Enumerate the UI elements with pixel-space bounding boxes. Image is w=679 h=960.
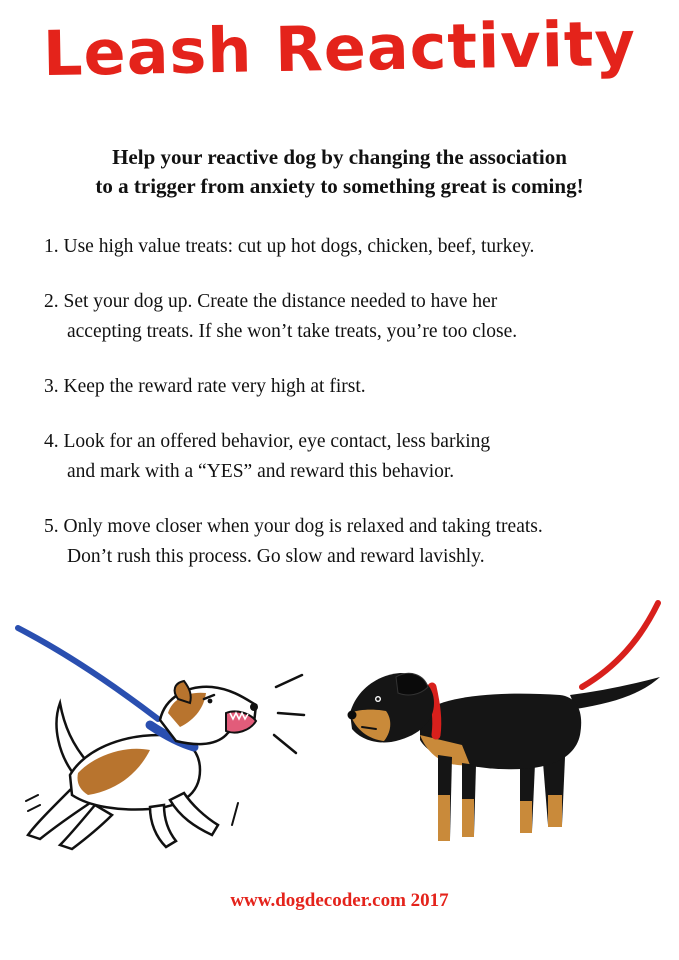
step-5-line-1: 5. Only move closer when your dog is relaxed and taking treats. [44,516,543,537]
step-4-line-2: and mark with a “YES” and reward this behavior. [67,461,455,482]
step-2 [44,287,664,347]
step-3-line-1: 3. Keep the reward rate very high at first. [44,376,366,397]
subtitle [20,143,659,201]
steps-list [44,232,664,597]
step-5-line-2: Don’t rush this process. Go slow and reward lavishly. [67,546,485,567]
page-title: Leash Reactivity [42,6,637,91]
dogs-illustration [0,595,679,865]
step-2-line-1: 2. Set your dog up. Create the distance needed to have her [44,291,498,312]
step-3 [44,372,664,402]
calm-dog-icon [348,603,661,841]
barking-dog-icon [18,628,304,849]
subtitle-line-2: to a trigger from anxiety to something great is coming! [95,174,584,198]
step-1 [44,232,664,262]
subtitle-line-1: Help your reactive dog by changing the association [112,145,567,169]
step-2-line-2: accepting treats. If she won’t take treats, you’re too close. [67,321,518,342]
step-4 [44,427,664,487]
footer-url: www.dogdecoder.com 2017 [230,890,449,911]
step-4-line-1: 4. Look for an offered behavior, eye contact, less barking [44,431,491,452]
step-1-line-1: 1. Use high value treats: cut up hot dogs, chicken, beef, turkey. [44,236,535,257]
step-5 [44,512,664,572]
